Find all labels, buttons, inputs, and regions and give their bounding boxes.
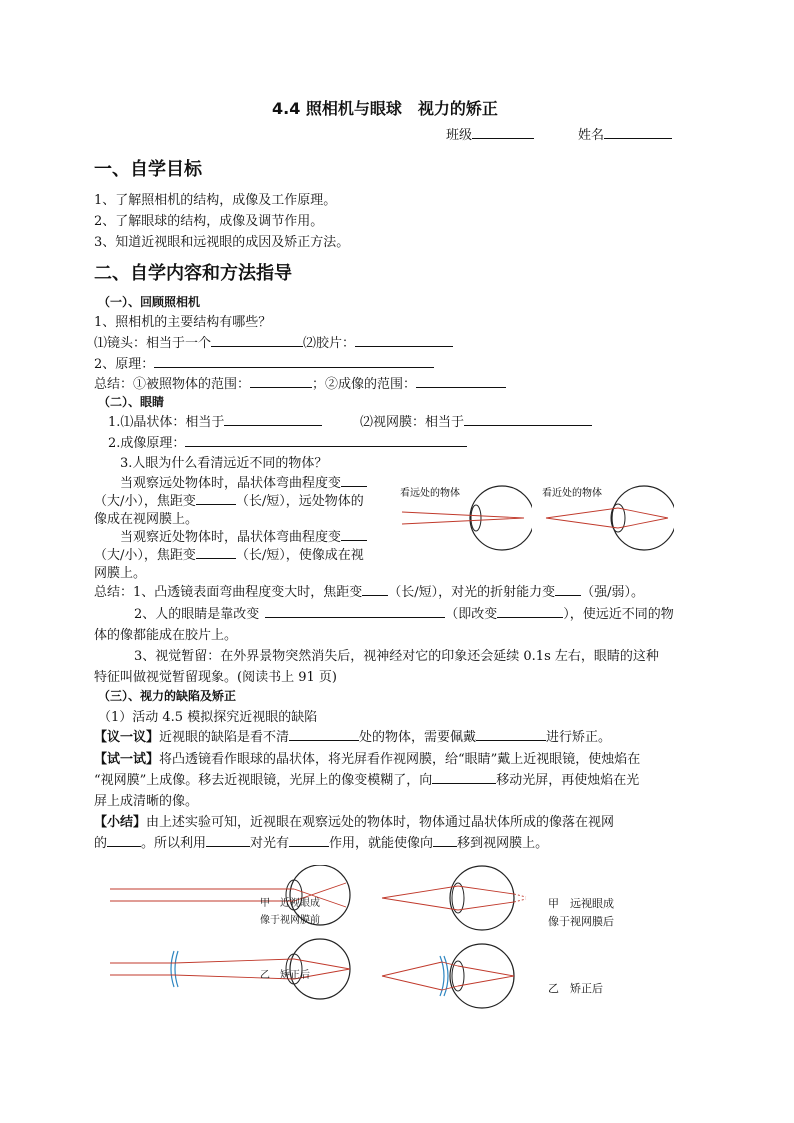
lens-shape: [471, 505, 481, 531]
part3-heading: （三）、视力的缺陷及矫正: [98, 689, 237, 703]
myopia-label-2: 像于视网膜前: [260, 915, 320, 926]
near-text: 当观察近处物体时，晶状体弯曲程度变: [120, 530, 342, 545]
far-fig-label: 看远处的物体: [400, 488, 460, 499]
summary-image-label: ；②成像的范围：: [312, 377, 417, 392]
hyperopia-label-2: 像于视网膜后: [548, 915, 614, 928]
try-blank[interactable]: [432, 771, 496, 784]
far-eye-figure: [398, 482, 532, 554]
class-label: 班级: [446, 128, 473, 143]
film-label: ⑵胶片：: [303, 336, 356, 351]
sum-line1: [94, 811, 614, 830]
lens-shape: [452, 961, 464, 991]
far-line1: [120, 472, 367, 491]
name-label: 姓名: [578, 128, 605, 143]
imaging-principle-blank[interactable]: [185, 434, 467, 447]
discuss-text: 近视眼的缺陷是看不清: [159, 730, 290, 745]
try-tag: 【试一试】: [94, 752, 160, 767]
sum-blank-4[interactable]: [433, 834, 457, 847]
activity-line: （1）活动 4.5 模拟探究近视眼的缺陷: [98, 710, 318, 725]
ray-extension: [514, 894, 526, 897]
near-text: （长/短），使像成在视: [235, 548, 364, 563]
ray: [458, 902, 514, 910]
try-text: 将凸透镜看作眼球的晶状体，将光屏看作视网膜，给“眼睛”戴上近视眼镜，使烛焰在: [159, 752, 641, 767]
discuss-blank-1[interactable]: [289, 728, 359, 741]
goal-item: 2、了解眼球的结构，成像及调节作用。: [94, 214, 324, 229]
myopia-fix-label: 乙 矫正后: [260, 970, 310, 981]
name-field: [578, 124, 672, 143]
discuss-line: [94, 726, 611, 745]
concave-lens-shape: [171, 951, 178, 987]
sum-tag: 【小结】: [94, 815, 147, 830]
sum-text: 由上述实验可知，近视眼在观察远处的物体时，物体通过晶状体所成的像落在视网: [146, 815, 615, 830]
lens-blank[interactable]: [211, 334, 303, 347]
eye-sum3: 3、视觉暂留：在外界景物突然消失后，视神经对它的印象还会延续 0.1s 左右，眼睛的这种: [134, 649, 659, 664]
sum1-text: （强/弱）。: [581, 585, 645, 600]
section2-heading: 二、自学内容和方法指导: [94, 263, 292, 284]
part1-heading: （一）、回顾照相机: [98, 295, 201, 309]
sum-text: 对光有: [250, 836, 290, 851]
far-text: （大/小），焦距变: [94, 494, 196, 509]
far-line3: 像成在视网膜上。: [94, 512, 199, 527]
summary-object-label: 总结：①被照物体的范围：: [94, 377, 251, 392]
sum1-text: 总结：1、凸透镜表面弯曲程度变大时，焦距变: [94, 585, 363, 600]
ray: [174, 959, 294, 963]
section1-heading: 一、自学目标: [94, 159, 202, 180]
retina-blank[interactable]: [464, 413, 592, 426]
ray: [402, 518, 524, 524]
sum-blank-3[interactable]: [289, 834, 329, 847]
near-line1: [120, 526, 367, 545]
ray: [382, 898, 458, 910]
try-text: 移动光屏，再使烛焰在光: [496, 773, 640, 788]
sum-blank-1[interactable]: [107, 834, 141, 847]
far-curve-blank[interactable]: [341, 474, 367, 487]
principle-blank[interactable]: [154, 355, 434, 368]
hyperopia-figure: [378, 862, 528, 1012]
eye-q1-line: [108, 411, 322, 430]
discuss-blank-2[interactable]: [476, 728, 546, 741]
discuss-tag: 【议一议】: [94, 730, 160, 745]
ray: [458, 976, 514, 986]
ray: [458, 966, 514, 976]
far-text: 当观察远处物体时，晶状体弯曲程度变: [120, 476, 342, 491]
myopia-label-1: 甲 近视眼成: [260, 898, 320, 909]
near-line2: [94, 544, 364, 563]
ray-extension: [514, 899, 526, 902]
class-field: [446, 124, 534, 143]
ray: [382, 886, 458, 898]
sum-text: 移到视网膜上。: [457, 836, 549, 851]
sum-text: 作用，就能使像向: [329, 836, 434, 851]
sum-line2: [94, 832, 548, 851]
camera-q1-line: [94, 332, 453, 351]
sum2-text: （即改变: [445, 607, 498, 622]
eyeball-shape: [450, 944, 514, 1008]
near-focal-blank[interactable]: [196, 546, 236, 559]
camera-q2: [94, 353, 434, 372]
goal-item: 3、知道近视眼和远视眼的成因及矫正方法。: [94, 235, 350, 250]
eye-q2-line: [108, 432, 467, 451]
sum-blank-2[interactable]: [206, 834, 250, 847]
lens-crystal-blank[interactable]: [224, 413, 322, 426]
hyperopia-fix-label: 乙 矫正后: [548, 982, 603, 995]
eye-q1b-line: [360, 411, 592, 430]
lens-crystal-label: 1.⑴晶状体：相当于: [108, 415, 225, 430]
page-title: 4.4 照相机与眼球 视力的矫正: [272, 99, 498, 118]
try-line2: [94, 769, 639, 788]
lens-shape: [452, 883, 464, 913]
near-line3: 网膜上。: [94, 566, 147, 581]
eye-sum2-cont: 体的像都能成在胶片上。: [94, 628, 238, 643]
principle-label: 2、原理：: [94, 357, 155, 372]
retina-label: ⑵视网膜：相当于: [360, 415, 465, 430]
far-focal-blank[interactable]: [196, 492, 236, 505]
ray: [382, 962, 442, 976]
camera-q1: 1、照相机的主要结构有哪些？: [94, 315, 272, 330]
near-text: （大/小），焦距变: [94, 548, 196, 563]
eye-sum3-cont: 特征叫做视觉暂留现象。(阅读书上 91 页): [94, 670, 337, 685]
ray: [546, 518, 618, 528]
near-eye-figure: [540, 482, 674, 554]
myopia-figure: [108, 865, 358, 1005]
far-text: （长/短），远处物体的: [235, 494, 364, 509]
near-curve-blank[interactable]: [341, 528, 367, 541]
sum-text: 。所以利用: [141, 836, 207, 851]
sum2-change-blank[interactable]: [497, 605, 563, 618]
summary-image-blank[interactable]: [416, 375, 506, 388]
try-line3: 屏上成清晰的像。: [94, 794, 199, 809]
imaging-principle-label: 2.成像原理：: [108, 436, 186, 451]
ray: [618, 508, 668, 518]
lens-label: ⑴镜头：相当于一个: [94, 336, 212, 351]
sum-text: 的: [94, 836, 108, 851]
ray: [546, 508, 618, 518]
ray: [382, 976, 442, 990]
sum1-text: （长/短），对光的折射能力变: [388, 585, 556, 600]
near-fig-label: 看近处的物体: [542, 488, 602, 499]
sum2-text: ），使远近不同的物: [563, 607, 674, 622]
ray: [458, 886, 514, 894]
class-blank[interactable]: [472, 126, 534, 139]
eye-q3: 3.人眼为什么看清远近不同的物体？: [120, 456, 328, 471]
part2-heading: （二）、眼睛: [98, 395, 165, 409]
sum1-power-blank[interactable]: [555, 583, 581, 596]
eye-sum1: [94, 581, 644, 600]
eyeball-shape: [612, 486, 674, 550]
far-line2: [94, 490, 364, 509]
sum2-text: 2、人的眼睛是靠改变: [134, 607, 260, 622]
eyeball-shape: [450, 866, 514, 930]
summary-object-blank[interactable]: [250, 375, 312, 388]
discuss-text: 进行矫正。: [546, 730, 612, 745]
ray: [402, 512, 524, 518]
name-blank[interactable]: [604, 126, 672, 139]
discuss-text: 处的物体，需要佩戴: [359, 730, 477, 745]
sum2-blank[interactable]: [265, 605, 445, 618]
hyperopia-label-1: 甲 远视眼成: [548, 897, 614, 910]
camera-summary: [94, 373, 506, 392]
eye-sum2: [134, 603, 674, 622]
try-line1: [94, 748, 640, 767]
film-blank[interactable]: [355, 334, 453, 347]
goal-item: 1、了解照相机的结构，成像及工作原理。: [94, 193, 337, 208]
try-text: “视网膜”上成像。移去近视眼镜，光屏上的像变模糊了，向: [94, 773, 433, 788]
ray: [618, 518, 668, 528]
sum1-focal-blank[interactable]: [362, 583, 388, 596]
